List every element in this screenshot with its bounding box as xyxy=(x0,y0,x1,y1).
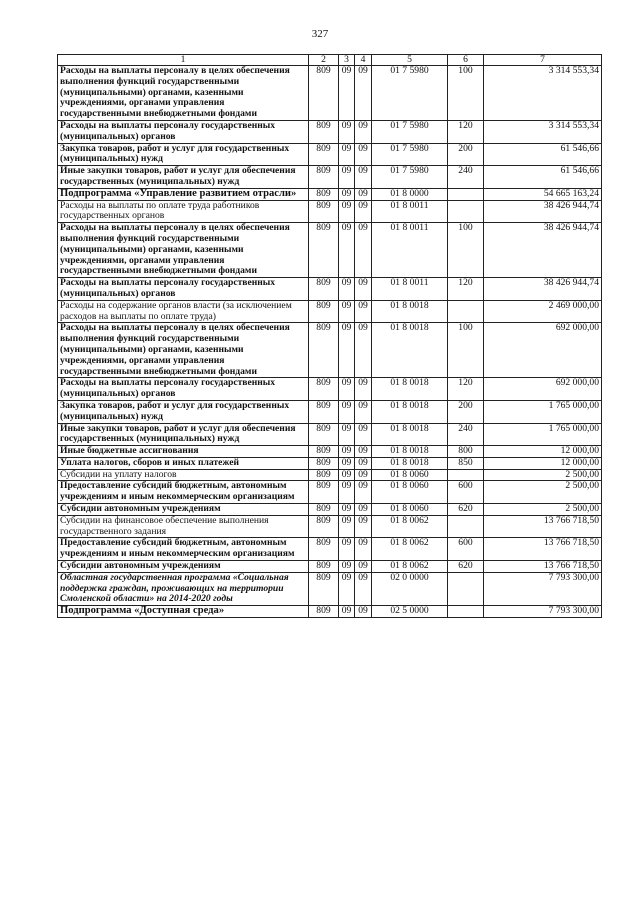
table-row xyxy=(58,200,602,223)
target-article-cell: 01 7 5980 xyxy=(372,66,448,121)
ministry-code-cell: 809 xyxy=(309,561,339,573)
table-row xyxy=(58,223,602,278)
table-row xyxy=(58,469,602,481)
item-name-cell: Расходы на выплаты персоналу в целях обеспечения выполнения функций государственными (муниципальными) органами, казенными учреждениями, органами управления государственными внебюджетными фондами xyxy=(58,323,309,378)
header-cell: 7 xyxy=(484,55,602,66)
subsection-cell: 09 xyxy=(355,572,372,605)
section-cell: 09 xyxy=(339,166,355,189)
target-article-cell: 01 8 0018 xyxy=(372,457,448,469)
expense-type-cell xyxy=(448,188,484,200)
target-article-cell: 01 8 0018 xyxy=(372,378,448,401)
expense-type-cell: 200 xyxy=(448,143,484,166)
table-row xyxy=(58,120,602,143)
item-name-cell: Иные закупки товаров, работ и услуг для обеспечения государственных (муниципальных) нужд xyxy=(58,166,309,189)
ministry-code-cell: 809 xyxy=(309,278,339,301)
subsection-cell: 09 xyxy=(355,200,372,223)
item-name-cell: Расходы на выплаты персоналу в целях обеспечения выполнения функций государственными (муниципальными) органами, казенными учреждениями, органами управления государственными внебюджетными фондами xyxy=(58,223,309,278)
amount-cell: 1 765 000,00 xyxy=(484,400,602,423)
expense-type-cell xyxy=(448,200,484,223)
table-row xyxy=(58,481,602,504)
section-cell: 09 xyxy=(339,200,355,223)
budget-table xyxy=(57,54,602,618)
item-name-cell: Подпрограмма «Управление развитием отрасли» xyxy=(58,188,309,200)
table-row xyxy=(58,504,602,516)
amount-cell: 692 000,00 xyxy=(484,323,602,378)
table-row xyxy=(58,457,602,469)
item-name-cell: Расходы на выплаты по оплате труда работников государственных органов xyxy=(58,200,309,223)
expense-type-cell: 600 xyxy=(448,481,484,504)
subsection-cell: 09 xyxy=(355,423,372,446)
table-row xyxy=(58,400,602,423)
ministry-code-cell: 809 xyxy=(309,469,339,481)
section-cell: 09 xyxy=(339,561,355,573)
ministry-code-cell: 809 xyxy=(309,481,339,504)
section-cell: 09 xyxy=(339,278,355,301)
ministry-code-cell: 809 xyxy=(309,300,339,323)
expense-type-cell: 600 xyxy=(448,538,484,561)
item-name-cell: Субсидии автономным учреждениям xyxy=(58,561,309,573)
target-article-cell: 01 8 0018 xyxy=(372,446,448,458)
table-row xyxy=(58,423,602,446)
subsection-cell: 09 xyxy=(355,457,372,469)
table-row xyxy=(58,561,602,573)
header-row xyxy=(58,55,602,66)
section-cell: 09 xyxy=(339,378,355,401)
item-name-cell: Расходы на содержание органов власти (за исключением расходов на выплаты по оплате труда) xyxy=(58,300,309,323)
subsection-cell: 09 xyxy=(355,300,372,323)
subsection-cell: 09 xyxy=(355,143,372,166)
expense-type-cell xyxy=(448,572,484,605)
amount-cell: 54 665 163,24 xyxy=(484,188,602,200)
section-cell: 09 xyxy=(339,188,355,200)
subsection-cell: 09 xyxy=(355,606,372,618)
amount-cell: 7 793 300,00 xyxy=(484,572,602,605)
header-cell: 3 xyxy=(339,55,355,66)
target-article-cell: 01 7 5980 xyxy=(372,143,448,166)
target-article-cell: 01 8 0011 xyxy=(372,200,448,223)
item-name-cell: Иные бюджетные ассигнования xyxy=(58,446,309,458)
ministry-code-cell: 809 xyxy=(309,66,339,121)
ministry-code-cell: 809 xyxy=(309,188,339,200)
expense-type-cell xyxy=(448,606,484,618)
section-cell: 09 xyxy=(339,223,355,278)
subsection-cell: 09 xyxy=(355,446,372,458)
ministry-code-cell: 809 xyxy=(309,143,339,166)
target-article-cell: 01 8 0018 xyxy=(372,323,448,378)
ministry-code-cell: 809 xyxy=(309,606,339,618)
ministry-code-cell: 809 xyxy=(309,223,339,278)
ministry-code-cell: 809 xyxy=(309,457,339,469)
header-cell: 6 xyxy=(448,55,484,66)
expense-type-cell: 100 xyxy=(448,223,484,278)
target-article-cell: 01 7 5980 xyxy=(372,120,448,143)
expense-type-cell: 620 xyxy=(448,504,484,516)
expense-type-cell xyxy=(448,515,484,538)
amount-cell: 1 765 000,00 xyxy=(484,423,602,446)
item-name-cell: Закупка товаров, работ и услуг для государственных (муниципальных) нужд xyxy=(58,143,309,166)
amount-cell: 7 793 300,00 xyxy=(484,606,602,618)
table-row xyxy=(58,166,602,189)
amount-cell: 61 546,66 xyxy=(484,143,602,166)
header-cell: 2 xyxy=(309,55,339,66)
ministry-code-cell: 809 xyxy=(309,323,339,378)
ministry-code-cell: 809 xyxy=(309,378,339,401)
section-cell: 09 xyxy=(339,446,355,458)
subsection-cell: 09 xyxy=(355,481,372,504)
section-cell: 09 xyxy=(339,66,355,121)
item-name-cell: Субсидии на уплату налогов xyxy=(58,469,309,481)
target-article-cell: 01 8 0060 xyxy=(372,481,448,504)
page-number: 327 xyxy=(311,28,329,40)
section-cell: 09 xyxy=(339,143,355,166)
target-article-cell: 01 8 0062 xyxy=(372,538,448,561)
expense-type-cell: 100 xyxy=(448,66,484,121)
target-article-cell: 01 8 0060 xyxy=(372,504,448,516)
amount-cell: 2 500,00 xyxy=(484,469,602,481)
table-row xyxy=(58,378,602,401)
header-cell: 5 xyxy=(372,55,448,66)
header-cell: 1 xyxy=(58,55,309,66)
ministry-code-cell: 809 xyxy=(309,572,339,605)
section-cell: 09 xyxy=(339,323,355,378)
table-row xyxy=(58,66,602,121)
subsection-cell: 09 xyxy=(355,66,372,121)
ministry-code-cell: 809 xyxy=(309,423,339,446)
ministry-code-cell: 809 xyxy=(309,538,339,561)
expense-type-cell: 620 xyxy=(448,561,484,573)
amount-cell: 38 426 944,74 xyxy=(484,223,602,278)
header-cell: 4 xyxy=(355,55,372,66)
item-name-cell: Закупка товаров, работ и услуг для государственных (муниципальных) нужд xyxy=(58,400,309,423)
section-cell: 09 xyxy=(339,481,355,504)
section-cell: 09 xyxy=(339,457,355,469)
target-article-cell: 01 8 0018 xyxy=(372,423,448,446)
table-row xyxy=(58,515,602,538)
expense-type-cell xyxy=(448,469,484,481)
subsection-cell: 09 xyxy=(355,223,372,278)
target-article-cell: 01 8 0000 xyxy=(372,188,448,200)
amount-cell: 692 000,00 xyxy=(484,378,602,401)
target-article-cell: 01 8 0062 xyxy=(372,515,448,538)
section-cell: 09 xyxy=(339,300,355,323)
ministry-code-cell: 809 xyxy=(309,515,339,538)
section-cell: 09 xyxy=(339,504,355,516)
expense-type-cell: 800 xyxy=(448,446,484,458)
subsection-cell: 09 xyxy=(355,323,372,378)
amount-cell: 13 766 718,50 xyxy=(484,561,602,573)
amount-cell: 2 500,00 xyxy=(484,481,602,504)
ministry-code-cell: 809 xyxy=(309,200,339,223)
amount-cell: 13 766 718,50 xyxy=(484,538,602,561)
ministry-code-cell: 809 xyxy=(309,446,339,458)
table-row xyxy=(58,143,602,166)
table-row xyxy=(58,572,602,605)
target-article-cell: 01 8 0011 xyxy=(372,278,448,301)
subsection-cell: 09 xyxy=(355,120,372,143)
amount-cell: 3 314 553,34 xyxy=(484,66,602,121)
amount-cell: 2 500,00 xyxy=(484,504,602,516)
table-row xyxy=(58,278,602,301)
ministry-code-cell: 809 xyxy=(309,120,339,143)
expense-type-cell xyxy=(448,300,484,323)
section-cell: 09 xyxy=(339,606,355,618)
amount-cell: 13 766 718,50 xyxy=(484,515,602,538)
expense-type-cell: 120 xyxy=(448,378,484,401)
subsection-cell: 09 xyxy=(355,188,372,200)
target-article-cell: 01 7 5980 xyxy=(372,166,448,189)
item-name-cell: Уплата налогов, сборов и иных платежей xyxy=(58,457,309,469)
item-name-cell: Предоставление субсидий бюджетным, автономным учреждениям и иным некоммерческим организациям xyxy=(58,538,309,561)
amount-cell: 12 000,00 xyxy=(484,446,602,458)
amount-cell: 3 314 553,34 xyxy=(484,120,602,143)
table-row xyxy=(58,188,602,200)
item-name-cell: Расходы на выплаты персоналу государственных (муниципальных) органов xyxy=(58,120,309,143)
table-row xyxy=(58,538,602,561)
ministry-code-cell: 809 xyxy=(309,400,339,423)
expense-type-cell: 100 xyxy=(448,323,484,378)
subsection-cell: 09 xyxy=(355,166,372,189)
expense-type-cell: 850 xyxy=(448,457,484,469)
ministry-code-cell: 809 xyxy=(309,166,339,189)
section-cell: 09 xyxy=(339,572,355,605)
expense-type-cell: 240 xyxy=(448,423,484,446)
section-cell: 09 xyxy=(339,400,355,423)
table-row xyxy=(58,446,602,458)
amount-cell: 38 426 944,74 xyxy=(484,200,602,223)
table-body xyxy=(58,66,602,618)
amount-cell: 2 469 000,00 xyxy=(484,300,602,323)
expense-type-cell: 120 xyxy=(448,120,484,143)
item-name-cell: Подпрограмма «Доступная среда» xyxy=(58,606,309,618)
subsection-cell: 09 xyxy=(355,378,372,401)
expense-type-cell: 200 xyxy=(448,400,484,423)
target-article-cell: 01 8 0060 xyxy=(372,469,448,481)
target-article-cell: 02 0 0000 xyxy=(372,572,448,605)
item-name-cell: Субсидии на финансовое обеспечение выполнения государственного задания xyxy=(58,515,309,538)
item-name-cell: Областная государственная программа «Социальная поддержка граждан, проживающих на территории Смоленской области» на 2014-2020 годы xyxy=(58,572,309,605)
expense-type-cell: 120 xyxy=(448,278,484,301)
amount-cell: 61 546,66 xyxy=(484,166,602,189)
expense-type-cell: 240 xyxy=(448,166,484,189)
amount-cell: 12 000,00 xyxy=(484,457,602,469)
table-row xyxy=(58,300,602,323)
section-cell: 09 xyxy=(339,120,355,143)
section-cell: 09 xyxy=(339,538,355,561)
item-name-cell: Расходы на выплаты персоналу государственных (муниципальных) органов xyxy=(58,378,309,401)
item-name-cell: Расходы на выплаты персоналу в целях обеспечения выполнения функций государственными (муниципальными) органами, казенными учреждениями, органами управления государственными внебюджетными фондами xyxy=(58,66,309,121)
amount-cell: 38 426 944,74 xyxy=(484,278,602,301)
item-name-cell: Расходы на выплаты персоналу государственных (муниципальных) органов xyxy=(58,278,309,301)
item-name-cell: Предоставление субсидий бюджетным, автономным учреждениям и иным некоммерческим организациям xyxy=(58,481,309,504)
subsection-cell: 09 xyxy=(355,278,372,301)
subsection-cell: 09 xyxy=(355,400,372,423)
table-row xyxy=(58,323,602,378)
ministry-code-cell: 809 xyxy=(309,504,339,516)
subsection-cell: 09 xyxy=(355,561,372,573)
subsection-cell: 09 xyxy=(355,504,372,516)
target-article-cell: 01 8 0011 xyxy=(372,223,448,278)
section-cell: 09 xyxy=(339,469,355,481)
item-name-cell: Иные закупки товаров, работ и услуг для обеспечения государственных (муниципальных) нужд xyxy=(58,423,309,446)
target-article-cell: 01 8 0018 xyxy=(372,400,448,423)
subsection-cell: 09 xyxy=(355,469,372,481)
table-row xyxy=(58,606,602,618)
subsection-cell: 09 xyxy=(355,538,372,561)
target-article-cell: 01 8 0062 xyxy=(372,561,448,573)
item-name-cell: Субсидии автономным учреждениям xyxy=(58,504,309,516)
subsection-cell: 09 xyxy=(355,515,372,538)
target-article-cell: 01 8 0018 xyxy=(372,300,448,323)
section-cell: 09 xyxy=(339,515,355,538)
section-cell: 09 xyxy=(339,423,355,446)
target-article-cell: 02 5 0000 xyxy=(372,606,448,618)
